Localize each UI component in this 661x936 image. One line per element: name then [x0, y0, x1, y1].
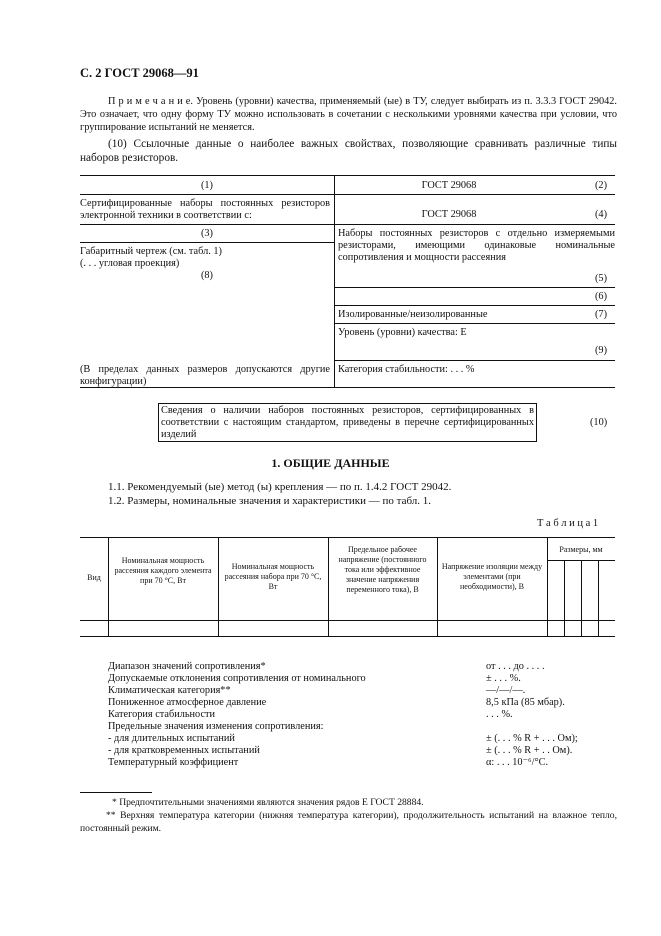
th-set-power: Номинальная мощность рассеяния набора при 70 °С, Вт	[224, 562, 322, 591]
table-header-rule	[80, 620, 615, 621]
th-element-power: Номинальная мощность рассеяния каждого элемента при 70 °С, Вт	[114, 556, 212, 585]
spec-label: - для кратковременных испытаний	[108, 745, 260, 756]
field-8: (8)	[200, 270, 213, 281]
footnote-1: * Предпочтительными значениями являются значения рядов Е ГОСТ 28884.	[112, 797, 424, 808]
th-insulation: Напряжение изоляции между элементами (при необходимости), В	[441, 562, 543, 591]
frame-rule-2	[80, 224, 334, 225]
item-1-1: 1.1. Рекомендуемый (ые) метод (ы) крепления — по п. 1.4.2 ГОСТ 29042.	[108, 481, 452, 493]
table-col-rule-3	[328, 537, 329, 637]
spec-label: Диапазон значений сопротивления*	[108, 661, 266, 672]
field-3: (3)	[200, 228, 213, 239]
certified-info-text: Сведения о наличии наборов постоянных резисторов, сертифицированных в соответствии с настоящим стандартом, приведены в перечне сертифицированных изделий	[161, 405, 534, 440]
field-2-num: (2)	[595, 180, 608, 191]
th-dimensions: Размеры, мм	[559, 545, 603, 554]
spec-value: α: . . . 10⁻⁶/°С.	[486, 757, 549, 768]
footnote-2: ** Верхняя температура категории (нижняя температура категории), продолжительность испытаний на влажное тепло, постоянный режим.	[80, 810, 617, 834]
frame-top-rule	[80, 175, 615, 176]
table-top-rule	[80, 537, 615, 538]
spec-value: ± . . . %.	[486, 673, 521, 684]
note-label: П р и м е ч а н и е.	[108, 96, 193, 107]
spec-label: Температурный коэффициент	[108, 757, 239, 768]
spec-value: 8,5 кПа (85 мбар).	[486, 697, 565, 708]
field-10: (10)	[590, 417, 608, 428]
item-1-2: 1.2. Размеры, номинальные значения и характеристики — по табл. 1.	[108, 495, 432, 507]
spec-label: Климатическая категория**	[108, 685, 231, 696]
frame-rule-3	[334, 224, 615, 225]
spec-label: - для длительных испытаний	[108, 733, 235, 744]
table-col-rule-4	[437, 537, 438, 637]
spec-value: от . . . до . . . .	[486, 661, 545, 672]
stability-category: Категория стабильности: . . . %	[338, 364, 475, 375]
field-5: (5)	[595, 273, 608, 284]
table-bottom-rule	[80, 636, 615, 637]
spec-value: . . . %.	[486, 709, 513, 720]
spec-value: ± (. . . % R + . . . Ом);	[486, 733, 578, 744]
field-4-text: ГОСТ 29068	[421, 209, 477, 220]
th-voltage: Предельное рабочее напряжение (постоянного тока или эффективное значение напряжения переменного тока), В	[338, 545, 427, 594]
quality-level: Уровень (уровни) качества: Е	[338, 327, 467, 338]
table-col-rule-1	[108, 537, 109, 637]
frame-rule-7	[334, 323, 615, 324]
frame-rule-4	[80, 242, 334, 243]
table-col-rule-2	[218, 537, 219, 637]
th-type: Вид	[87, 573, 101, 582]
projection: (. . . угловая проекция)	[80, 258, 180, 269]
spec-label: Допускаемые отклонения сопротивления от номинального	[108, 673, 366, 684]
spec-label: Пониженное атмосферное давление	[108, 697, 267, 708]
footnote-rule	[80, 792, 152, 793]
spec-value: —/—/—.	[486, 685, 526, 696]
paragraph-10: (10) Ссылочные данные о наиболее важных свойствах, позволяющие сравнивать различные типы наборов резисторов.	[80, 138, 617, 164]
frame-divider	[334, 175, 335, 388]
resistor-sets-description: Наборы постоянных резисторов с отдельно измеряемыми резисторами, имеющими одинаковые номинальные сопротивления и мощности рассеяния	[338, 228, 615, 263]
within-limits-note: (В пределах данных размеров допускаются другие конфигурации)	[80, 364, 330, 387]
frame-rule-1	[80, 194, 615, 195]
spec-label: Категория стабильности	[108, 709, 216, 720]
field-1: (1)	[200, 180, 213, 191]
frame-rule-8	[334, 360, 615, 361]
note-text: Уровень (уровни) качества, применяемый (ые) в ТУ, следует выбирать из п. 3.3.3 ГОСТ 29042. Это означает, что одну форму ТУ можно использовать в сочетании с несколькими уровнями качества при условии, что группирование испытаний не меняется.	[80, 96, 618, 133]
isolated-label: Изолированные/неизолированные	[338, 309, 488, 320]
dimension-drawing: Габаритный чертеж (см. табл. 1)	[80, 246, 222, 257]
table-sub-col-3	[598, 560, 599, 637]
page-header: С. 2 ГОСТ 29068—91	[80, 66, 199, 80]
table-sub-col-2	[581, 560, 582, 637]
field-7: (7)	[595, 309, 608, 320]
note-paragraph	[80, 95, 617, 134]
table-caption: Т а б л и ц а 1	[537, 518, 599, 529]
cert-sets-label: Сертифицированные наборы постоянных резисторов электронной техники в соответствии с:	[80, 198, 330, 221]
frame-rule-5	[334, 287, 615, 288]
spec-value: ± (. . . % R + . . Ом).	[486, 745, 573, 756]
spec-label: Предельные значения изменения сопротивления:	[108, 721, 324, 732]
field-6: (6)	[595, 291, 608, 302]
table-sub-col-1	[564, 560, 565, 637]
frame-rule-6	[334, 305, 615, 306]
field-9: (9)	[595, 345, 608, 356]
section-title: 1. ОБЩИЕ ДАННЫЕ	[271, 456, 390, 470]
field-4-num: (4)	[595, 209, 608, 220]
field-2-text: ГОСТ 29068	[421, 180, 477, 191]
